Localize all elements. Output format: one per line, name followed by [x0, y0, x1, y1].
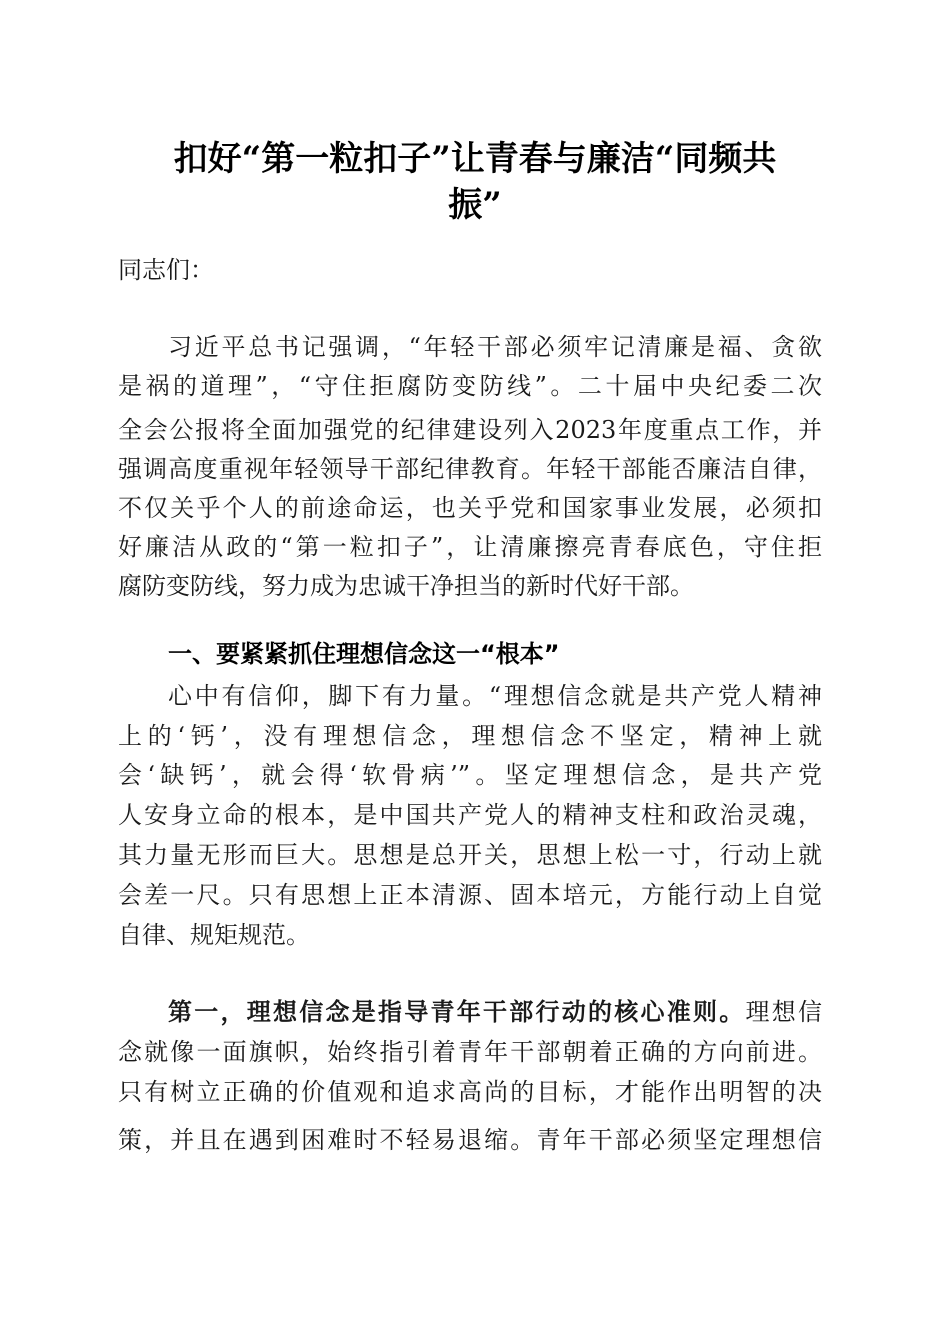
paragraph-line: 策，并且在遇到困难时不轻易退缩。青年干部必须坚定理想信: [118, 1126, 822, 1154]
paragraph-line: 会差一尺。只有思想上正本清源、固本培元，方能行动上自觉: [118, 881, 822, 909]
paragraph-line: 好廉洁从政的“第一粒扣子”，让清廉擦亮青春底色，守住拒: [118, 533, 822, 561]
paragraph-line: 全会公报将全面加强党的纪律建设列入2023年度重点工作，并: [118, 416, 822, 444]
paragraph-line: 上的‘钙’，没有理想信念，理想信念不坚定，精神上就: [118, 722, 822, 750]
title-line-2: 振”: [448, 185, 502, 225]
paragraph-line: 其力量无形而巨大。思想是总开关，思想上松一寸，行动上就: [118, 841, 822, 869]
paragraph-line: 腐防变防线，努力成为忠诚干净担当的新时代好干部。: [118, 572, 694, 600]
salutation: 同志们：: [118, 256, 214, 284]
paragraph-line: 会‘缺钙’，就会得‘软骨病’”。坚定理想信念，是共产党: [118, 761, 822, 789]
title-line-1: 扣好“第一粒扣子”让青春与廉洁“同频共: [173, 139, 777, 179]
paragraph-line: 心中有信仰，脚下有力量。“理想信念就是共产党人精神: [168, 682, 822, 710]
paragraph-line: 不仅关乎个人的前途命运，也关乎党和国家事业发展，必须扣: [118, 494, 822, 522]
paragraph-line: 念就像一面旗帜，始终指引着青年干部朝着正确的方向前进。: [118, 1038, 822, 1066]
paragraph-line: 强调高度重视年轻领导干部纪律教育。年轻干部能否廉洁自律，: [118, 455, 822, 483]
paragraph-line: 只有树立正确的价值观和追求高尚的目标，才能作出明智的决: [118, 1078, 822, 1106]
document-title: [100, 136, 850, 228]
paragraph-line: 自律、规矩规范。: [118, 921, 310, 949]
section-heading: 一、要紧紧抓住理想信念这一“根本”: [168, 640, 560, 668]
paragraph-line: 是祸的道理”，“守住拒腐防变防线”。二十届中央纪委二次: [118, 372, 822, 400]
paragraph-line: 习近平总书记强调，“年轻干部必须牢记清廉是福、贪欲: [168, 333, 822, 361]
paragraph-line: 人安身立命的根本，是中国共产党人的精神支柱和政治灵魂，: [118, 801, 822, 829]
paragraph-lead: 第一，理想信念是指导青年干部行动的核心准则。: [168, 997, 746, 1026]
paragraph-text: 理想信: [745, 998, 822, 1026]
paragraph-line: [168, 992, 822, 1032]
